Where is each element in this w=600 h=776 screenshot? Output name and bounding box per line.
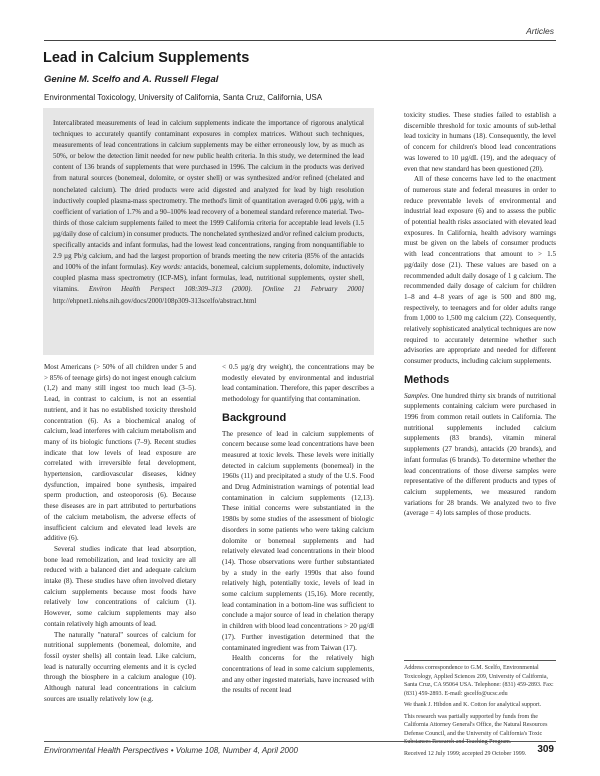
subsection-runin: Samples. xyxy=(404,391,430,400)
journal-footer: Environmental Health Perspectives • Volume 108, Number 4, April 2000 xyxy=(44,746,298,755)
body-paragraph: All of these concerns have led to the enactment of numerous state and federal measures in order to reduce preventable levels of environmental and industrial lead exposure (6) and to assess the public of potential health risks associated with elevated lead exposures. In California, health advisory warnings must be given on the labels of consumer products with lead concentrations that amount to > 1.5 µg/daily dose (21). These values are based on a recommended adult daily dosage of 1 g calcium. The recommended daily dosage of calcium for children 1–8 and 4–8 years of age is 500 and 800 mg, respectively, to teenagers and for older adults range from 1,000 to 1,500 mg calcium (22). Consequently, relatively sophisticated analytical techniques are now required to accurately determine whether such advisories are appropriate and needed for different consumer products, including calcium supplements. xyxy=(404,175,556,366)
body-column-3 xyxy=(404,110,556,519)
body-paragraph: The naturally "natural" sources of calcium for nutritional supplements (bonemeal, dolomite, and fossil oyster shells) all contain lead. Like calcium, lead is naturally occurring elements and it is cycled through the biosphere in a calcium analogue (10). Although natural lead concentrations in calcium sources are usually relatively low (e.g. xyxy=(44,630,196,703)
header-rule xyxy=(44,40,556,41)
body-paragraph: < 0.5 µg/g dry weight), the concentrations may be modestly elevated by environmental and industrial lead contamination. Therefore, this paper describes a methodology for quantifying that contamination. xyxy=(222,363,374,404)
body-column-1 xyxy=(44,362,196,705)
footnote-funding: This research was partially supported by funds from the California Attorney General's Office, the Natural Resources Defense Council, and the University of California's Toxic Substances Research and Teaching Program. xyxy=(404,713,548,745)
body-paragraph: Most Americans (> 50% of all children under 5 and > 85% of teenage girls) do not ingest enough calcium (1,2) and many still ingest too much lead (3–5). Lead, in contrast to calcium, is not an essential nutrient, and it has no established toxicity threshold concentration (6). As a biochemical analog of calcium, lead interferes with calcium metabolism and many of its biologic functions (7–9). Recent studies indicate that low levels of lead exposure are correlated with irreversible fetal development, hypertension, cardiovascular diseases, kidney dysfunction, impaired bone synthesis, impaired sperm production, and osteoporosis (6). Because these diseases are in part attributed to perturbations of the calcium metabolism, the adverse effects of insufficient calcium and elevated lead levels are additive (6). xyxy=(44,363,196,543)
body-paragraph: Health concerns for the relatively high concentrations of lead in some calcium supplements, and any other ingested materials, have increased with the results of recent lead xyxy=(222,654,374,695)
keywords-label: Key words: xyxy=(150,263,183,272)
citation: Environ Health Perspect 108:309–313 (2000). [Online 21 February 2000] xyxy=(88,285,365,294)
page-number: 309 xyxy=(537,744,554,755)
body-paragraph xyxy=(404,391,556,519)
footer-rule xyxy=(44,741,556,742)
footnote-acknowledgment: We thank J. Hibdon and K. Cotton for analytical support. xyxy=(404,702,542,708)
footnote-rule xyxy=(404,660,556,661)
section-label: Articles xyxy=(526,26,554,36)
body-paragraph: The presence of lead in calcium supplements of concern because some lead concentrations have been measured at toxic levels. These levels were initially detected in calcium supplements (bonemeal) in the 1960s (11) and precipitated a study of the U.S. Food and Drug Administration warnings of potential lead contamination in calcium supplements (12,13). These initial concerns were substantiated in the 1980s by some studies of the assessment of biologic disorders in some patients who were taking calcium dolomite or bonemeal supplements and had relatively elevated lead concentrations in their blood (14). Those observations were further substantiated by a study in the early 1990s that also found relatively high, potentially toxic, levels of lead in some calcium supplements (15,16). More recently, lead contamination in a bottom-line was sufficient to conclude a major source of lead in chelation therapy in children with blood lead concentrations > 20 µg/dl (17). Further investigation determined that the contaminated ingredient was from Taiwan (17). xyxy=(222,429,374,652)
body-paragraph: toxicity studies. These studies failed to establish a discernible threshold for toxic amounts of sub-lethal lead toxicity in humans (18). Consequently, the level of concern for children's blood lead concentrations was lowered to 10 µg/dL (19), and the adequacy of even that new standard has been questioned (20). xyxy=(404,111,556,173)
author-affiliation: Environmental Toxicology, University of California, Santa Cruz, California, USA xyxy=(44,93,323,102)
body-paragraph: Several studies indicate that lead absorption, bone lead remobilization, and lead toxicity are all reduced with a balanced diet and adequate calcium intake (8). These studies have often involved dietary calcium supplements because most foods have relatively low concentrations of calcium (1). However, some calcium supplements may also contain relatively high amounts of lead. xyxy=(44,544,196,628)
article-title: Lead in Calcium Supplements xyxy=(43,50,250,66)
article-authors: Genine M. Scelfo and A. Russell Flegal xyxy=(44,74,219,85)
methods-text: One hundred thirty six brands of nutritional supplements containing calcium were purchased in 1996 from common retail outlets in California. The nutritional supplements included calcium supplements (83 brands), vitamin mineral supplements (27 brands), antacids (20 brands), and infant formulas (6 brands). To determine whether the lead concentrations of those diverse samples were representative of the different products and types of calcium supplements, we measured random variations for 28 brands. We analyzed two to five (average = 4) lots samples of those products. xyxy=(404,391,556,518)
footnote-correspondence: Address correspondence to G.M. Scelfo, Environmental Toxicology, Applied Sciences 209, University of California, Santa Cruz, CA 95064 USA. Telephone: (831) 459-2893. Fax: (831) 459-2893. E-mail: gscelfo@ucsc.edu xyxy=(404,665,554,697)
footnotes xyxy=(404,664,556,761)
abstract-box xyxy=(43,108,374,355)
section-heading-methods: Methods xyxy=(404,373,450,386)
abstract-body: Intercalibrated measurements of lead in calcium supplements indicate the importance of rigorous analytical techniques to accurately quantify contaminant exposures in complex matrices. Without such techniques, measurements of lead concentrations in calcium supplements may be either erroneously low, by as much as 50%, or below the detection limit needed for new public health criteria. In this study, we determined the lead content of 136 brands of supplements that were purchased in 1996. The calcium in the products was derived from natural sources (bonemeal, dolomite, or oyster shell) or was synthesized and/or refined (chelated and nonchelated calcium). The dried products were acid digested and analyzed for lead by high resolution inductively coupled plasma-mass spectrometry. The method's limit of quantitation averaged 0.06 µg/g, with a coefficient of variation of 1.7% and a 90–100% lead recovery of a bonemeal standard reference material. Two-thirds of those calcium supplements failed to meet the 1999 California criteria for acceptable lead levels (1.5 µg/daily dose of calcium) in consumer products. The nonchelated synthesized and/or refined calcium products, specifically antacids and infant formulas, had the lowest lead concentrations, ranging from nonquantifiable to 2.9 µg Pb/g calcium, and had the largest proportion of brands meeting the new criteria (85% of the antacids and 100% of the infant formulas). xyxy=(53,119,364,272)
body-column-2 xyxy=(222,362,374,696)
abstract-paragraph xyxy=(53,118,364,307)
section-heading-background: Background xyxy=(222,411,287,424)
footnote-received: Received 12 July 1999; accepted 29 October 1999. xyxy=(404,750,527,757)
keywords: antacids, bonemeal, calcium supplements, dolomite, inductively coupled plasma mass spectrometry (ICP-MS), infant formulas, lead, nutritional supplements, oyster shell, vitamins. xyxy=(53,263,364,294)
abstract-url[interactable]: http://ehpnet1.niehs.nih.gov/docs/2000/108p309-313scelfo/abstract.html xyxy=(53,296,257,305)
